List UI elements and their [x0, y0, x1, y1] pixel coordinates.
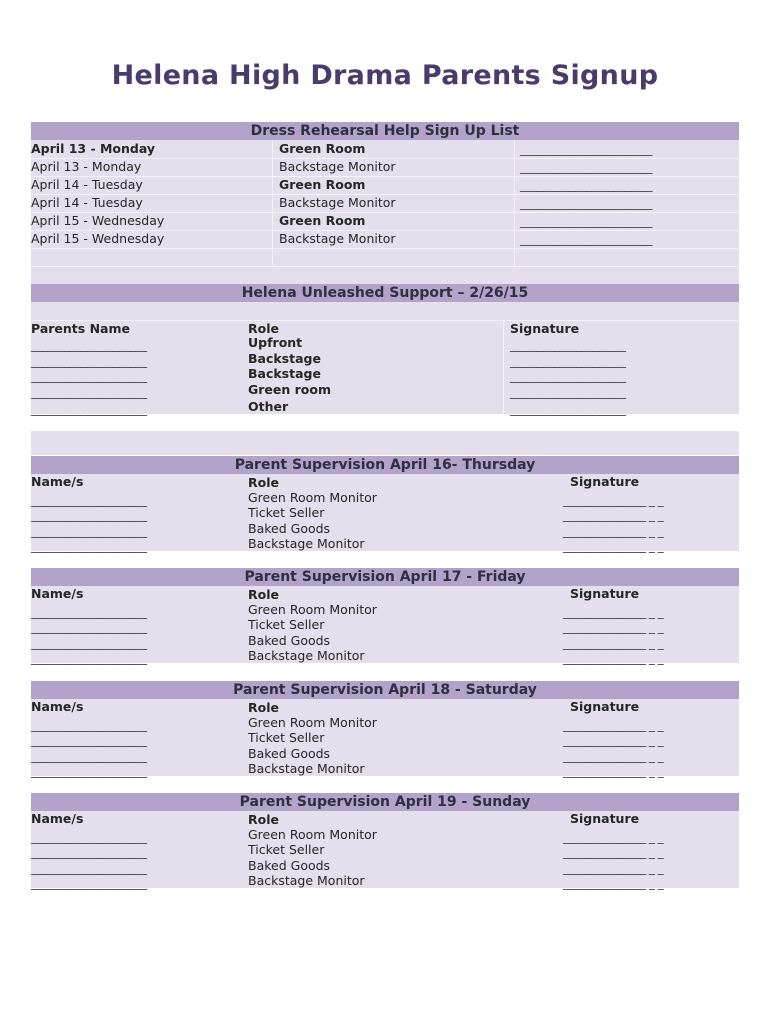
column-header-name: Name/s [31, 474, 84, 489]
section-heading: Parent Supervision April 16- Thursday [31, 456, 739, 474]
role-cell: Green Room Monitor [248, 490, 377, 505]
role-cell: Baked Goods [248, 858, 331, 873]
section-heading: Parent Supervision April 19 - Sunday [31, 793, 739, 811]
table-row [31, 872, 739, 890]
role-cell: Baked Goods [248, 633, 331, 648]
column-header-signature: Signature [570, 699, 640, 714]
table-row [31, 140, 739, 158]
role-cell: Green room [248, 382, 331, 397]
unleashed-table [31, 302, 739, 414]
column-header-name: Name/s [31, 586, 84, 601]
unleashed-section [31, 284, 739, 414]
name-line[interactable]: _____________________ [31, 718, 147, 732]
role-cell: Backstage [248, 366, 321, 381]
column-header-role: Role [248, 700, 279, 715]
name-line[interactable]: _____________________ [31, 876, 147, 890]
name-line[interactable]: _____________________ [31, 402, 147, 416]
date-cell: April 14 - Tuesday [31, 177, 143, 192]
role-cell: Backstage Monitor [248, 536, 365, 551]
signature-line[interactable]: _______________ _ _ [563, 733, 664, 747]
date-cell: April 15 - Wednesday [31, 213, 165, 228]
section-heading: Parent Supervision April 17 - Friday [31, 568, 739, 586]
column-header-name: Parents Name [31, 321, 130, 336]
name-line[interactable]: _____________________ [31, 651, 147, 665]
table-row [31, 647, 739, 665]
role-cell: Backstage Monitor [279, 195, 396, 210]
signature-line[interactable]: ________________________ [520, 142, 652, 156]
table-row [31, 230, 739, 248]
supervision-saturday-section [31, 681, 739, 776]
name-line[interactable]: _____________________ [31, 369, 147, 383]
name-line[interactable]: _____________________ [31, 861, 147, 875]
table-row [31, 381, 739, 399]
role-cell: Green Room Monitor [248, 715, 377, 730]
table-row [31, 398, 739, 416]
date-cell: April 14 - Tuesday [31, 195, 143, 210]
column-header-signature: Signature [570, 474, 640, 489]
supervision-sunday-section [31, 793, 739, 888]
signature-line[interactable]: ________________________ [520, 214, 652, 228]
section-heading: Parent Supervision April 18 - Saturday [31, 681, 739, 699]
supervision-table [31, 474, 739, 551]
signature-line[interactable]: _____________________ [510, 369, 626, 383]
supervision-table [31, 699, 739, 776]
name-line[interactable]: _____________________ [31, 830, 147, 844]
dress-rehearsal-table [31, 140, 739, 284]
signature-line[interactable]: ________________________ [520, 196, 652, 210]
signature-line[interactable]: _______________ _ _ [563, 845, 664, 859]
date-cell: April 13 - Monday [31, 159, 142, 174]
role-cell: Green Room Monitor [248, 602, 377, 617]
signature-line[interactable]: _____________________ [510, 338, 626, 352]
name-line[interactable]: _____________________ [31, 733, 147, 747]
name-line[interactable]: _____________________ [31, 845, 147, 859]
supervision-friday-section [31, 568, 739, 663]
section-heading: Helena Unleashed Support – 2/26/15 [31, 284, 739, 302]
column-header-name: Name/s [31, 811, 84, 826]
name-line[interactable]: _____________________ [31, 338, 147, 352]
role-cell: Baked Goods [248, 746, 331, 761]
date-cell: April 13 - Monday [31, 141, 156, 156]
signature-line[interactable]: _____________________ [510, 354, 626, 368]
name-line[interactable]: _____________________ [31, 636, 147, 650]
role-cell: Ticket Seller [248, 730, 325, 745]
signature-line[interactable]: _____________________ [510, 402, 626, 416]
role-cell: Backstage Monitor [279, 159, 396, 174]
role-cell: Ticket Seller [248, 505, 325, 520]
role-cell: Green Room [279, 141, 366, 156]
table-row [31, 535, 739, 553]
role-cell: Backstage Monitor [248, 761, 365, 776]
name-line[interactable]: _____________________ [31, 508, 147, 522]
signature-line[interactable]: _____________________ [510, 385, 626, 399]
signature-line[interactable]: _______________ _ _ [563, 524, 664, 538]
signature-line[interactable]: _______________ _ _ [563, 539, 664, 553]
column-header-name: Name/s [31, 699, 84, 714]
role-cell: Ticket Seller [248, 617, 325, 632]
name-line[interactable]: _____________________ [31, 764, 147, 778]
name-line[interactable]: _____________________ [31, 749, 147, 763]
name-line[interactable]: _____________________ [31, 620, 147, 634]
table-row [31, 194, 739, 212]
date-cell: April 15 - Wednesday [31, 231, 165, 246]
role-cell: Backstage Monitor [248, 873, 365, 888]
signature-line[interactable]: _______________ _ _ [563, 508, 664, 522]
name-line[interactable]: _____________________ [31, 354, 147, 368]
role-cell: Upfront [248, 335, 303, 350]
signature-line[interactable]: _______________ _ _ [563, 636, 664, 650]
supervision-table [31, 586, 739, 663]
role-cell: Green Room [279, 177, 366, 192]
role-cell: Ticket Seller [248, 842, 325, 857]
role-cell: Other [248, 399, 289, 414]
role-cell: Green Room Monitor [248, 827, 377, 842]
signature-line[interactable]: _______________ _ _ [563, 830, 664, 844]
name-line[interactable]: _____________________ [31, 539, 147, 553]
signature-line[interactable]: _______________ _ _ [563, 764, 664, 778]
signature-line[interactable]: _______________ _ _ [563, 605, 664, 619]
signature-line[interactable]: _______________ _ _ [563, 651, 664, 665]
table-row [31, 760, 739, 778]
column-header-role: Role [248, 475, 279, 490]
role-cell: Backstage [248, 351, 321, 366]
signature-line[interactable]: ________________________ [520, 160, 652, 174]
role-cell: Green Room [279, 213, 366, 228]
role-cell: Backstage Monitor [279, 231, 396, 246]
column-header-role: Role [248, 587, 279, 602]
column-header-signature: Signature [510, 321, 580, 336]
page-title: Helena High Drama Parents Signup [111, 60, 659, 91]
name-line[interactable]: _____________________ [31, 524, 147, 538]
name-line[interactable]: _____________________ [31, 493, 147, 507]
supervision-thursday-section [31, 456, 739, 551]
signature-line[interactable]: _______________ _ _ [563, 749, 664, 763]
column-header-role: Role [248, 812, 279, 827]
signature-line[interactable]: _______________ _ _ [563, 861, 664, 875]
column-header-role: Role [248, 321, 279, 336]
name-line[interactable]: _____________________ [31, 385, 147, 399]
role-cell: Baked Goods [248, 521, 331, 536]
column-header-signature: Signature [570, 811, 640, 826]
name-line[interactable]: _____________________ [31, 605, 147, 619]
signature-line[interactable]: ________________________ [520, 178, 652, 192]
table-row [31, 176, 739, 194]
supervision-table [31, 811, 739, 888]
role-cell: Backstage Monitor [248, 648, 365, 663]
signature-line[interactable]: _______________ _ _ [563, 620, 664, 634]
signature-line[interactable]: _______________ _ _ [563, 718, 664, 732]
table-row [31, 212, 739, 230]
section-heading: Dress Rehearsal Help Sign Up List [31, 122, 739, 140]
signature-line[interactable]: ________________________ [520, 232, 652, 246]
table-row [31, 158, 739, 176]
column-header-signature: Signature [570, 586, 640, 601]
signature-line[interactable]: _______________ _ _ [563, 493, 664, 507]
spacer-band [31, 431, 739, 455]
signature-line[interactable]: _______________ _ _ [563, 876, 664, 890]
dress-rehearsal-section [31, 122, 739, 284]
